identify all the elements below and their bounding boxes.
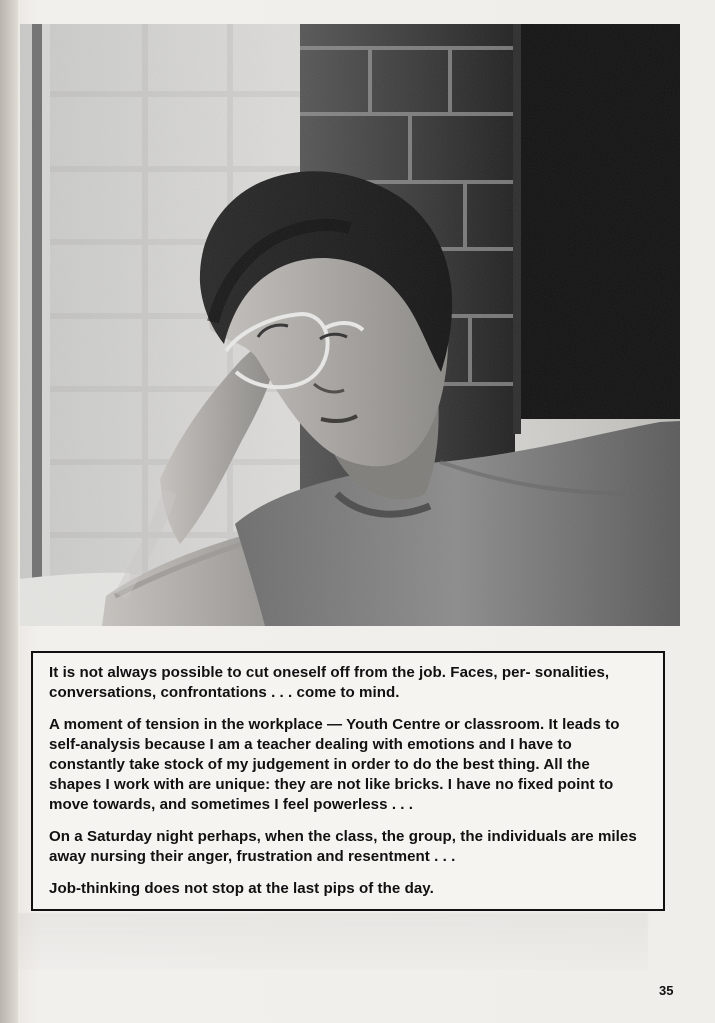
page-number: 35 [659,983,674,998]
binding-shadow [0,0,18,1023]
show-through-text [18,913,648,969]
paragraph-1: It is not always possible to cut oneself off from the job. Faces, per- sonalities, conversations, confrontations . . . come to mind. [49,664,610,701]
portrait-photo [20,24,680,626]
paragraph-2: A moment of tension in the workplace — Youth Centre or classroom. It leads to self-analysis because I am a teacher dealing with emotions and I have to constantly take stock of my judgement in order to do the best thing. All the shapes I work with are unique: they are not like bricks. I have no fixed point to move towards, and sometimes I feel powerless . . . [49,716,620,813]
paragraph-4: Job-thinking does not stop at the last pips of the day. [49,880,434,897]
caption-box [31,651,665,911]
paragraph-3: On a Saturday night perhaps, when the class, the group, the individuals are miles away nursing their anger, frustration and resentment . . . [49,828,637,865]
